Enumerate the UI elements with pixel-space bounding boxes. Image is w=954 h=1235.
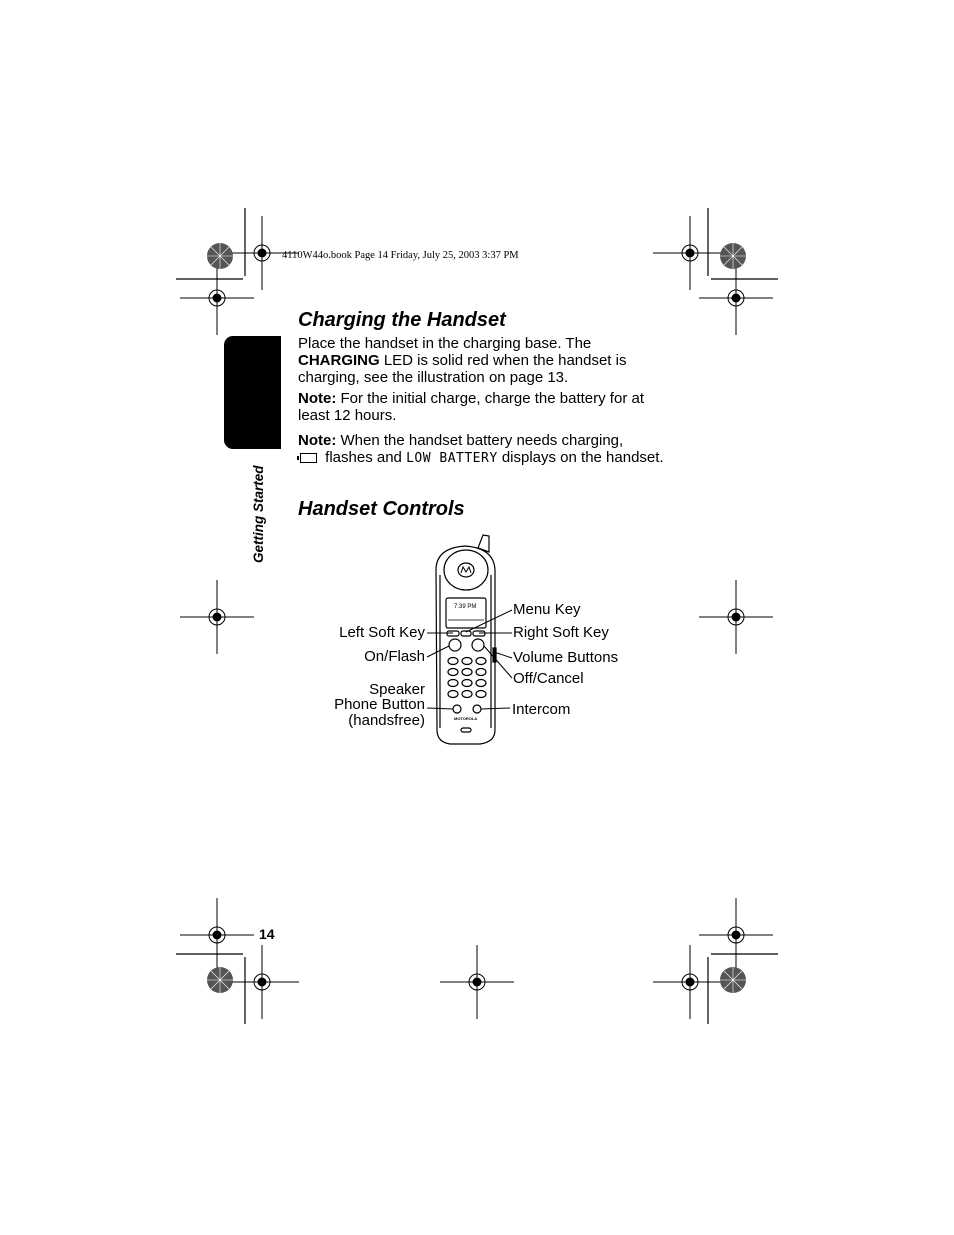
label-right-soft-key: Right Soft Key [513, 624, 609, 641]
text: Place the handset in the charging base. The [298, 335, 592, 352]
handset-display-time: 7:39 PM [454, 604, 477, 610]
note-text: flashes and [321, 449, 407, 466]
label-off-cancel: Off/Cancel [513, 670, 584, 687]
controls-title: Handset Controls [298, 498, 465, 520]
label-speaker-line3: (handsfree) [348, 712, 425, 729]
note-label: Note: [298, 390, 337, 407]
label-volume-buttons: Volume Buttons [513, 649, 619, 666]
note-label: Note: [298, 432, 337, 449]
label-on-flash: On/Flash [364, 648, 425, 665]
note-text: For the initial charge, charge the battery for at least 12 hours. [298, 390, 644, 424]
charging-led-label: CHARGING [298, 352, 380, 369]
label-speaker-line2: Phone Button [334, 696, 425, 713]
label-left-soft-key: Left Soft Key [339, 624, 425, 641]
label-menu-key: Menu Key [513, 601, 581, 618]
label-speaker-line1: Speaker [369, 681, 425, 698]
handset-brand: MOTOROLA [454, 716, 478, 721]
label-intercom: Intercom [512, 701, 571, 718]
note-text: displays on the handset. [497, 449, 664, 466]
file-header: 4110W44o.book Page 14 Friday, July 25, 2003 3:37 PM [282, 250, 519, 261]
page-number: 14 [259, 926, 275, 942]
text: LED is solid red when the handset is charging, see the illustration on page 13. [298, 352, 627, 386]
section-label: Getting Started [251, 465, 266, 563]
charging-title: Charging the Handset [298, 309, 506, 331]
note-text: When the handset battery needs charging, [336, 432, 624, 449]
low-battery-display-text: LOW BATTERY [406, 451, 498, 466]
